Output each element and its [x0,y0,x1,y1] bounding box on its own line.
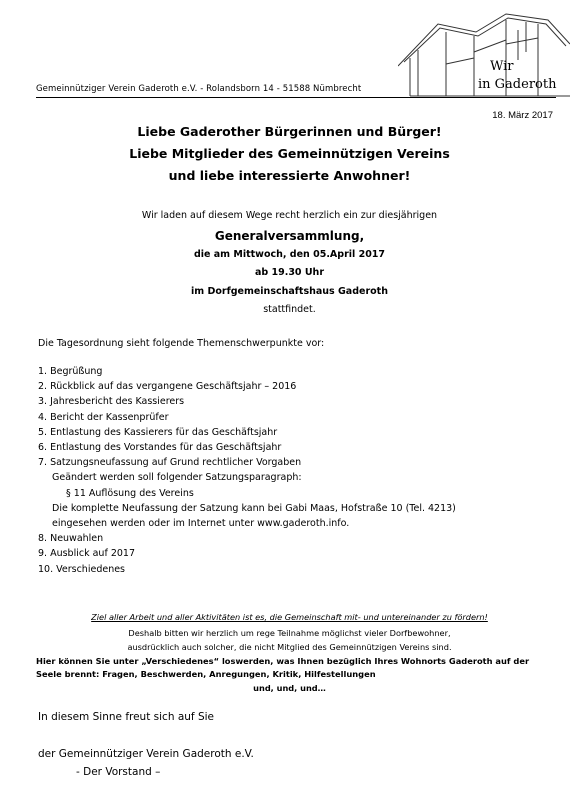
logo [398,2,570,98]
agenda-item: 5. Entlastung des Kassierers für das Geschäftsjahr [38,426,278,438]
logo-text-gaderoth: in Gaderoth [478,77,557,92]
logo-text-wir: Wir [490,59,514,74]
sender-line: Gemeinnütziger Verein Gaderoth e.V. - Rolandsborn 14 - 51588 Nümbrecht [36,84,362,94]
letter-date: 18. März 2017 [492,110,553,121]
invite-intro: Wir laden auf diesem Wege recht herzlich ein zur diesjährigen [141,210,438,221]
signoff-line: In diesem Sinne freut sich auf Sie [38,711,214,723]
greeting-line-2: Liebe Mitglieder des Gemeinnützigen Vereins [129,146,450,161]
signoff-board: - Der Vorstand – [76,766,161,778]
header-divider [36,97,556,98]
closing-line-1: Deshalb bitten wir herzlich um rege Teilnahme möglichst vieler Dorfbewohner, [128,628,451,638]
invite-event: Generalversammlung, [214,229,365,243]
invite-place: im Dorfgemeinschaftshaus Gaderoth [191,286,388,297]
greeting-line-3: und liebe interessierte Anwohner! [168,168,411,183]
invite-when: die am Mittwoch, den 05.April 2017 [193,249,386,260]
greeting-line-1: Liebe Gaderother Bürgerinnen und Bürger! [137,124,442,139]
agenda-subitem: eingesehen werden oder im Internet unter www.gaderoth.info. [52,518,350,530]
verschiedenes-text: Hier können Sie unter „Verschiedenes“ loswerden, was Ihnen bezüglich Ihres Wohnorts Gaderoth auf der Seele brennt: Fragen, Beschwerden, Anregungen, Kritik, Hilfestellungen [36,656,530,679]
agenda-item: 2. Rückblick auf das vergangene Geschäftsjahr – 2016 [38,381,297,393]
agenda-subitem: Geändert werden soll folgender Satzungsparagraph: [52,472,302,484]
agenda-item: 7. Satzungsneufassung auf Grund rechtlicher Vorgaben [38,457,302,469]
invite-end: stattfindet. [263,304,316,315]
signoff-org: der Gemeinnütziger Verein Gaderoth e.V. [38,748,254,760]
agenda-item: 8. Neuwahlen [38,533,104,545]
agenda-item: 9. Ausblick auf 2017 [38,548,135,560]
agenda-subitem: Die komplette Neufassung der Satzung kann bei Gabi Maas, Hofstraße 10 (Tel. 4213) [52,502,456,514]
agenda-item: 3. Jahresbericht des Kassierers [38,396,185,408]
agenda-item: 1. Begrüßung [38,366,103,377]
agenda-item: 10. Verschiedenes [38,563,126,575]
verschiedenes-end: und, und, und… [253,683,326,693]
agenda-intro: Die Tagesordnung sieht folgende Themenschwerpunkte vor: [38,338,325,349]
agenda-item: 6. Entlastung des Vorstandes für das Geschäftsjahr [38,442,282,454]
goal-statement: Ziel aller Arbeit und aller Aktivitäten ist es, die Gemeinschaft mit- und untereinander zu fördern! [91,612,488,622]
agenda-list [38,364,456,577]
agenda-subitem: § 11 Auflösung des Vereins [66,487,194,499]
agenda-item: 4. Bericht der Kassenprüfer [38,411,169,423]
closing-line-2: ausdrücklich auch solcher, die nicht Mitglied des Gemeinnützigen Vereins sind. [127,642,452,652]
verschiedenes-note [36,655,546,681]
invite-time: ab 19.30 Uhr [254,267,325,278]
